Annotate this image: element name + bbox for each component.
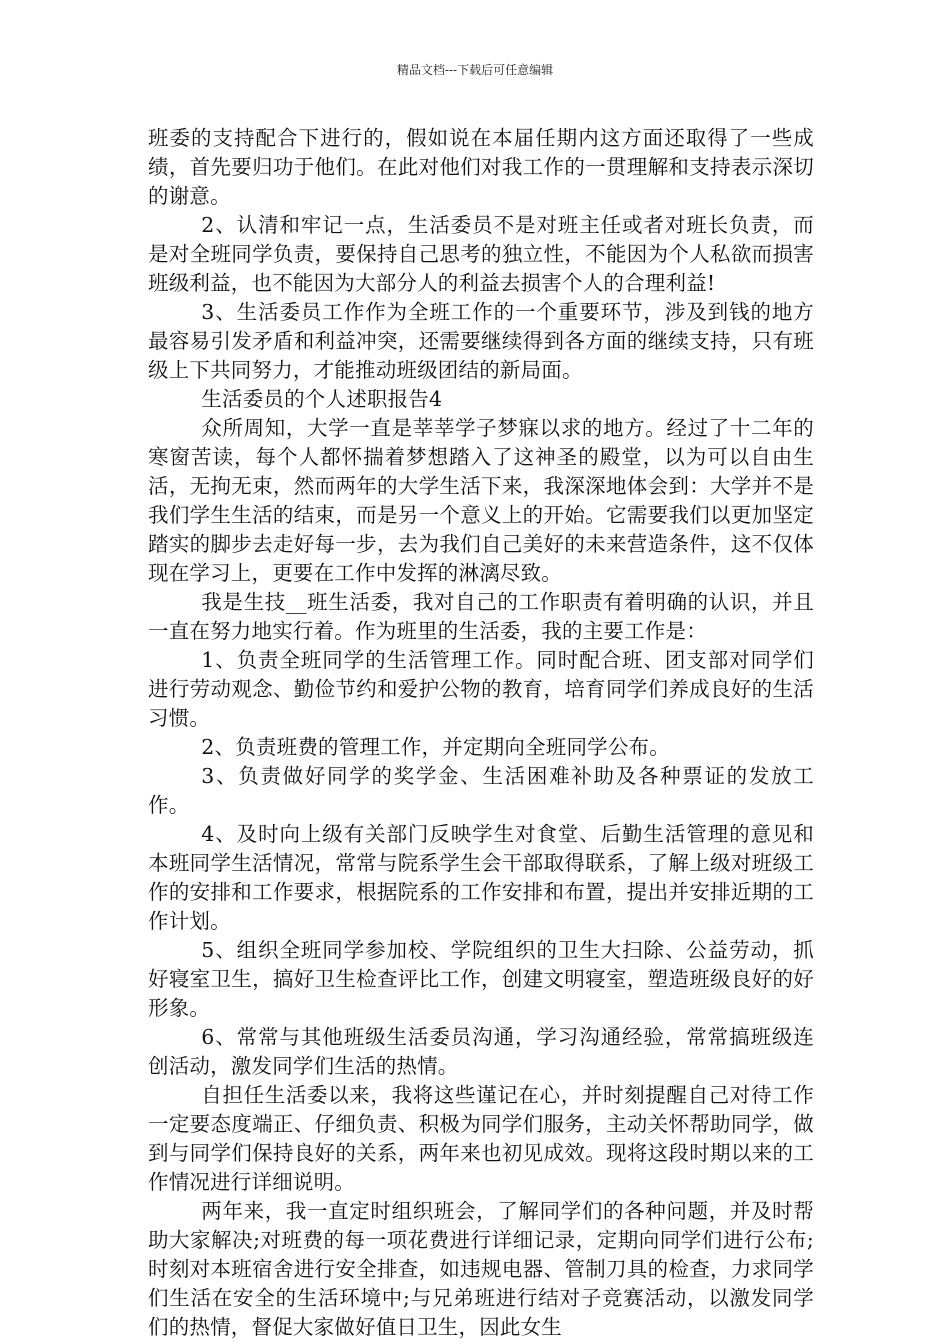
- page-header: 精品文档---下载后可任意编辑: [396, 63, 554, 77]
- paragraph: 班委的支持配合下进行的，假如说在本届任期内这方面还取得了一些成绩，首先要归功于他们。在此对他们对我工作的一贯理解和支持表示深切的谢意。: [148, 126, 814, 208]
- section-heading: 生活委员的个人述职报告4: [201, 387, 443, 411]
- list-item: 2、负责班费的管理工作，并定期向全班同学公布。: [201, 735, 670, 759]
- list-item: 4、及时向上级有关部门反映学生对食堂、后勤生活管理的意见和本班同学生活情况，常常与院系学生会干部取得联系，了解上级对班级工作的安排和工作要求，根据院系的工作安排和布置，提出并安排近期的工作计划。: [148, 822, 814, 933]
- list-item: 5、组织全班同学参加校、学院组织的卫生大扫除、公益劳动，抓好寝室卫生，搞好卫生检查评比工作，创建文明寝室，塑造班级良好的好形象。: [148, 938, 814, 1020]
- document-body: [148, 124, 814, 1342]
- paragraph: 众所周知，大学一直是莘莘学子梦寐以求的地方。经过了十二年的寒窗苦读，每个人都怀揣着梦想踏入了这神圣的殿堂，以为可以自由生活，无拘无束，然而两年的大学生活下来，我深深地体会到：大学并不是我们学生生活的结束，而是另一个意义上的开始。它需要我们以更加坚定踏实的脚步去走好每一步，去为我们自己美好的未来营造条件，这不仅体现在学习上，更要在工作中发挥的淋漓尽致。: [148, 416, 814, 585]
- paragraph: 我是生技__班生活委，我对自己的工作职责有着明确的认识，并且一直在努力地实行着。作为班里的生活委，我的主要工作是：: [148, 590, 814, 643]
- paragraph: 两年来，我一直定时组织班会，了解同学们的各种问题，并及时帮助大家解决;对班费的每一项花费进行详细记录，定期向同学们进行公布;时刻对本班宿舍进行安全排查，如违规电器、管制刀具的检查，力求同学们生活在安全的生活环境中;与兄弟班进行结对子竞赛活动，以激发同学们的热情，督促大家做好值日卫生，因此女生: [148, 1199, 814, 1339]
- paragraph: 自担任生活委以来，我将这些谨记在心，并时刻提醒自己对待工作一定要态度端正、仔细负责、积极为同学们服务，主动关怀帮助同学，做到与同学们保持良好的关系，两年来也初见成效。现将这段时期以来的工作情况进行详细说明。: [148, 1083, 814, 1194]
- list-item: 1、负责全班同学的生活管理工作。同时配合班、团支部对同学们进行劳动观念、勤俭节约和爱护公物的教育，培育同学们养成良好的生活习惯。: [148, 648, 814, 730]
- list-item: 6、常常与其他班级生活委员沟通，学习沟通经验，常常搞班级连创活动，激发同学们生活的热情。: [148, 1025, 814, 1078]
- paragraph: 3、生活委员工作作为全班工作的一个重要环节，涉及到钱的地方最容易引发矛盾和利益冲突，还需要继续得到各方面的继续支持，只有班级上下共同努力，才能推动班级团结的新局面。: [148, 300, 814, 382]
- paragraph: 2、认清和牢记一点，生活委员不是对班主任或者对班长负责，而是对全班同学负责，要保持自己思考的独立性，不能因为个人私欲而损害班级利益，也不能因为大部分人的利益去损害个人的合理利益!: [148, 213, 814, 295]
- list-item: 3、负责做好同学的奖学金、生活困难补助及各种票证的发放工作。: [148, 764, 814, 817]
